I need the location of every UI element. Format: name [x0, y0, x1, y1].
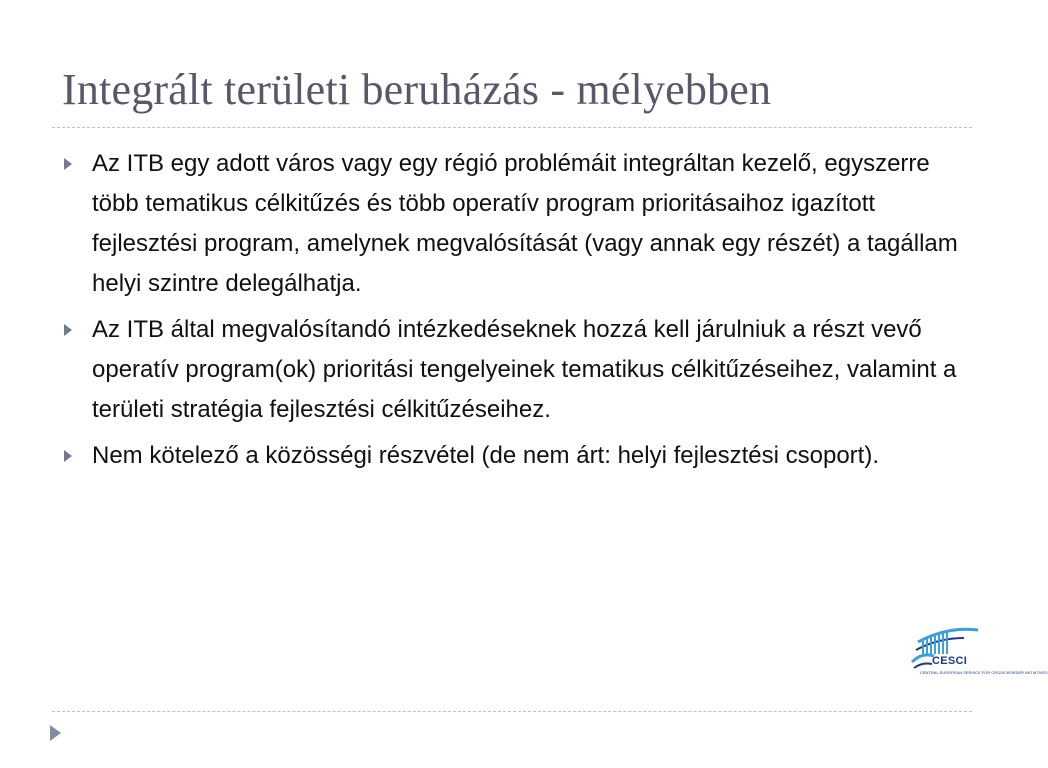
bullet-text: Az ITB által megvalósítandó intézkedéseknek hozzá kell járulniuk a részt vevő operatív program(ok) prioritási tengelyeinek tematikus célkitűzéseihez, valamint a területi stratégia fejlesztési célkitűzéseihez.: [92, 316, 957, 423]
bullet-item: [60, 144, 960, 304]
title-divider: [52, 127, 972, 128]
triangle-bullet-icon: [64, 450, 72, 462]
triangle-bullet-icon: [64, 158, 72, 170]
triangle-bullet-icon: [64, 324, 72, 336]
logo-subtitle: CENTRAL EUROPEAN SERVICE FOR CROSS-BORDER INITIATIVES: [920, 670, 1048, 675]
bullet-item: [60, 310, 960, 430]
cesci-logo: [908, 622, 1048, 688]
logo-name: CESCI: [932, 655, 968, 667]
bullet-list: [60, 144, 960, 482]
footer-divider: [52, 711, 972, 712]
bullet-text: Nem kötelező a közösségi részvétel (de nem árt: helyi fejlesztési csoport).: [92, 442, 879, 469]
slide-title: Integrált területi beruházás - mélyebben: [62, 65, 772, 114]
next-slide-icon[interactable]: [50, 725, 61, 741]
bullet-item: [60, 436, 960, 476]
bullet-text: Az ITB egy adott város vagy egy régió problémáit integráltan kezelő, egyszerre több tematikus célkitűzés és több operatív program prioritásaihoz igazított fejlesztési program, amelynek megvalósítását (vagy annak egy részét) a tagállam helyi szintre delegálhatja.: [92, 150, 958, 297]
